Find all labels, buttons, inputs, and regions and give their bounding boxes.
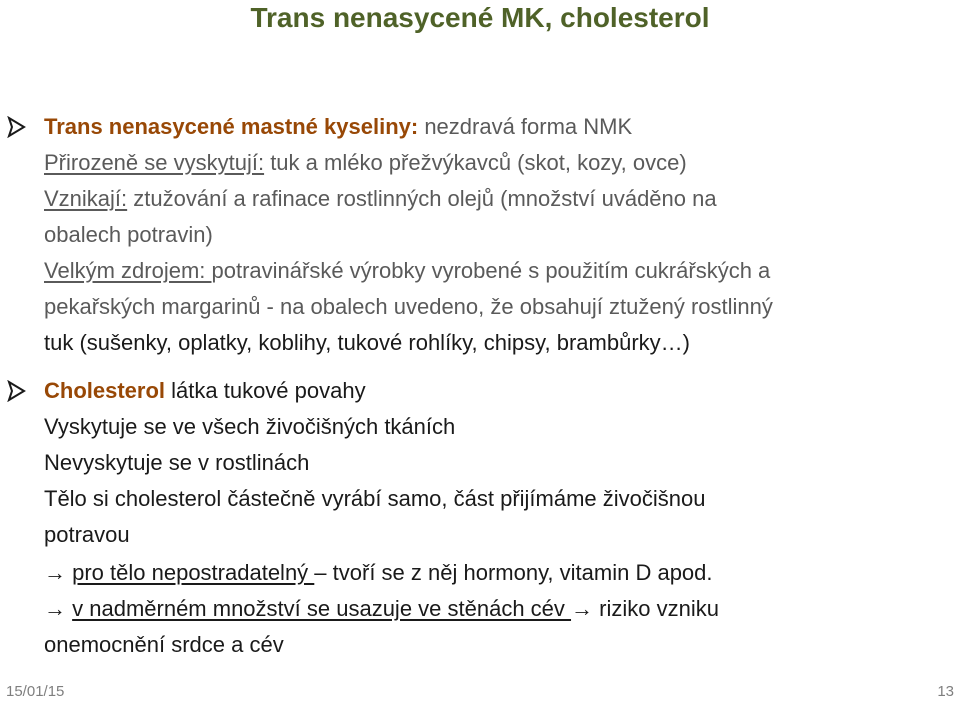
footer-page-number: 13 (937, 683, 954, 700)
slide-title: Trans nenasycené MK, cholesterol (250, 2, 710, 33)
right-arrow-icon: → (44, 596, 73, 621)
origin-text: ztužování a rafinace rostlinných olejů (množství uváděno na (127, 186, 717, 211)
cholesterol-line-excess (44, 594, 956, 624)
trans-fats-line-examples: tuk (sušenky, oplatky, koblihy, tukové rohlíky, chipsy, brambůrky…) (44, 330, 690, 355)
essential-underlined: pro tělo nepostradatelný (72, 560, 315, 585)
excess-rest: → riziko vzniku (571, 596, 719, 621)
arrow-bullet-icon (6, 116, 28, 138)
trans-fats-heading-rest: nezdravá forma NMK (418, 114, 633, 139)
origin-label: Vznikají: (44, 186, 128, 211)
cholesterol-heading-line (44, 376, 956, 406)
cholesterol-line-plants: Nevyskytuje se v rostlinách (44, 450, 310, 475)
essential-rest: – tvoří se z něj hormony, vitamin D apod. (314, 560, 713, 585)
cholesterol-line-excess-cont: onemocnění srdce a cév (44, 632, 284, 657)
natural-occurrence-text: tuk a mléko přežvýkavců (skot, kozy, ovce) (264, 150, 687, 175)
trans-fats-line-natural (44, 148, 956, 178)
cholesterol-heading-rest: látka tukové povahy (165, 378, 366, 403)
source-text: potravinářské výrobky vyrobené s použitím cukrářských a (211, 258, 771, 283)
source-label: Velkým zdrojem: (44, 258, 212, 283)
cholesterol-line-production: Tělo si cholesterol částečně vyrábí samo, část přijímáme živočišnou (44, 486, 706, 511)
arrow-bullet-icon (6, 380, 28, 402)
trans-fats-heading: Trans nenasycené mastné kyseliny: (44, 114, 419, 139)
footer-date: 15/01/15 (6, 683, 65, 700)
excess-underlined: v nadměrném množství se usazuje ve stěnách cév (72, 596, 572, 621)
trans-fats-line-origin-cont: obalech potravin) (44, 222, 213, 247)
trans-fats-line-source (44, 256, 956, 286)
natural-occurrence-label: Přirozeně se vyskytují: (44, 150, 265, 175)
right-arrow-icon: → (44, 560, 73, 585)
cholesterol-heading: Cholesterol (44, 378, 166, 403)
cholesterol-line-production-cont: potravou (44, 522, 130, 547)
cholesterol-line-essential (44, 558, 956, 588)
trans-fats-line-origin (44, 184, 956, 214)
cholesterol-line-occurrence: Vyskytuje se ve všech živočišných tkáních (44, 414, 456, 439)
trans-fats-heading-line (44, 112, 956, 142)
trans-fats-line-source-cont: pekařských margarinů - na obalech uvedeno, že obsahují ztužený rostlinný (44, 294, 773, 319)
